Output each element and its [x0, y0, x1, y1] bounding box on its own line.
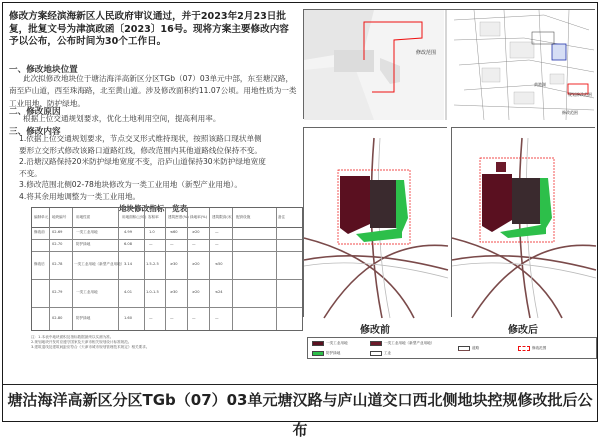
table-cell: ≤24 — [215, 290, 223, 294]
legend-label: 一类工业用地 — [326, 341, 348, 345]
legend-swatch — [518, 346, 530, 351]
table-header-cell: 备注 — [278, 215, 286, 219]
table-cell: ≥30 — [170, 290, 178, 294]
legend-label: 工业 — [384, 351, 392, 355]
content-line: 2.沿塘汉路保持20米防护绿地宽度不变，沿庐山道保持30米防护绿地宽度 — [19, 157, 266, 167]
table-cell: 3.14 — [124, 262, 133, 266]
legend-swatch — [370, 351, 382, 356]
table-header-cell: 容积率 — [148, 215, 159, 219]
legend-label: 防护绿地 — [326, 351, 341, 355]
table-cell: 修改后 — [34, 262, 45, 266]
table-cell: 02-69 — [52, 230, 63, 234]
table-row — [32, 280, 302, 308]
content-line: 1.依据上位交通规划要求，节点交叉形式维持现状，按照该路口现状单侧 — [19, 134, 262, 143]
table-cell: 1.5-2.5 — [146, 262, 159, 266]
table-cell: 4.99 — [124, 230, 133, 234]
table-cell: — — [192, 316, 196, 320]
table-cell: — — [149, 242, 153, 246]
legend-label: 道路 — [472, 346, 480, 350]
table-notes — [31, 335, 293, 350]
content-list — [9, 133, 297, 203]
table-cell: ≤60 — [170, 230, 178, 234]
legend-swatch — [370, 341, 382, 346]
label-water: 黄港湖 — [534, 82, 546, 87]
location-title: 一、修改地块位置 — [9, 65, 78, 75]
content-line: 要形立交形式修改该路口道路红线，修改范围内其他道路线位保持不变。 — [19, 145, 262, 155]
table-cell: 一类工业用地（新型产业用地） — [74, 262, 125, 266]
table-cell: — — [215, 242, 219, 246]
note-line: 注：1.本表中地块面积及指标数据最终以实测为准。 — [31, 335, 114, 339]
table-cell: — — [215, 316, 219, 320]
table-header-cell: 建筑限高(米) — [212, 215, 233, 219]
table-header-cell: 用地性质 — [76, 215, 91, 219]
table-cell: 防护绿地 — [76, 316, 91, 320]
table-cell: ≥20 — [192, 290, 200, 294]
table-cell: 一类工业用地 — [76, 230, 98, 234]
table-cell: 1.0 — [149, 230, 155, 234]
bottom-title: 塘沽海洋高新区分区TGb（07）03单元塘汉路与庐山道交口西北侧地块控规修改批后公布 — [3, 384, 597, 414]
table-cell: — — [192, 242, 196, 246]
table-cell: ≤50 — [215, 262, 223, 266]
reason-title: 二、修改原因 — [9, 107, 61, 117]
legend-label: 修改范围 — [532, 346, 547, 350]
legend-label: 一类工业用地（新型产业用地） — [384, 341, 435, 345]
table-header-cell: 配套设施 — [236, 215, 251, 219]
table-header-cell: 绿地率(%) — [190, 215, 207, 219]
map-panel-area — [303, 9, 595, 379]
table-cell: 1.60 — [124, 316, 133, 320]
notice-board — [2, 2, 598, 439]
content-line: 4.将其余用地调整为一类工业用地。 — [19, 191, 141, 201]
table-cell: 02-78 — [52, 262, 63, 266]
table-row — [32, 228, 302, 240]
table-cell: 02-70 — [52, 242, 63, 246]
table-cell: ≥20 — [192, 230, 200, 234]
table-cell: — — [170, 316, 174, 320]
table-row — [32, 308, 302, 332]
label-modify-right: 规划修改范围 — [568, 92, 592, 97]
before-map — [303, 127, 447, 317]
content-line: 不变。 — [19, 168, 42, 178]
table-row — [32, 240, 302, 252]
label-modify-top: 修改范围 — [416, 50, 437, 56]
table-cell: 防护绿地 — [76, 242, 91, 246]
table-header-cell: 地块编号 — [52, 215, 67, 219]
table-cell: 修改前 — [34, 230, 45, 234]
table-cell: 一类工业用地 — [76, 290, 98, 294]
caption-after: 修改后 — [508, 325, 538, 336]
after-map — [451, 127, 595, 317]
table-cell: ≥30 — [170, 262, 178, 266]
caption-before: 修改前 — [360, 325, 390, 336]
table-cell: — — [215, 230, 219, 234]
table-header-cell: 用地面积(公顷) — [122, 215, 147, 219]
intro-paragraph: 修改方案经滨海新区人民政府审议通过，并于2023年2月23日批复，批复文号为津滨政函〔2023〕16号。现将方案主要修改内容予以公布，公布时间为30个工作日。 — [9, 11, 289, 47]
note-line: 2.规划地块开发时应遵守国家及天津市相关规划设计标准规范。 — [31, 340, 132, 344]
table-header-cell: 建筑密度(%) — [168, 215, 189, 219]
before-map-svg — [304, 128, 448, 318]
table-cell: 02-80 — [52, 316, 63, 320]
after-map-svg — [452, 128, 596, 318]
indicator-table — [31, 207, 303, 331]
reason-text: 根据上位交通规划要求，优化土地利用空间，提高利用率。 — [23, 114, 221, 123]
location-map-svg — [304, 10, 596, 120]
table-cell: — — [149, 316, 153, 320]
content-title: 三、修改内容 — [9, 127, 61, 137]
table-header-cell: 编制单元 — [34, 215, 49, 219]
table-cell: 02-79 — [52, 290, 63, 294]
table-cell: 4.01 — [124, 290, 133, 294]
table-cell: 1.0-1.5 — [146, 290, 159, 294]
table-title: 地块修改指标一览表 — [118, 204, 188, 213]
table-row — [32, 252, 302, 280]
label-modify-bottom: 修改范围 — [562, 110, 578, 115]
legend-swatch — [312, 341, 324, 346]
table-cell: 6.08 — [124, 242, 133, 246]
location-map — [303, 9, 595, 119]
table-cell: ≥20 — [192, 262, 200, 266]
location-text: 此次拟修改地块位于塘沽海洋高新区分区TGb（07）03单元中部，东至塘汉路，南至庐山道，西至珠海路，北至黄山道。涉及修改面积约11.07公顷。用地性质为一类工业用地、防护绿地。 — [9, 74, 297, 108]
note-line: 3.建筑退线及建筑间距应符合《天津市城市规划管理技术规定》相关要求。 — [31, 345, 150, 349]
content-line: 3.修改范围北侧02-78地块修改为一类工业用地（新型产业用地）。 — [19, 180, 242, 190]
legend-swatch — [312, 351, 324, 356]
legend-swatch — [458, 346, 470, 351]
table-cell: — — [170, 242, 174, 246]
map-legend — [307, 337, 597, 359]
